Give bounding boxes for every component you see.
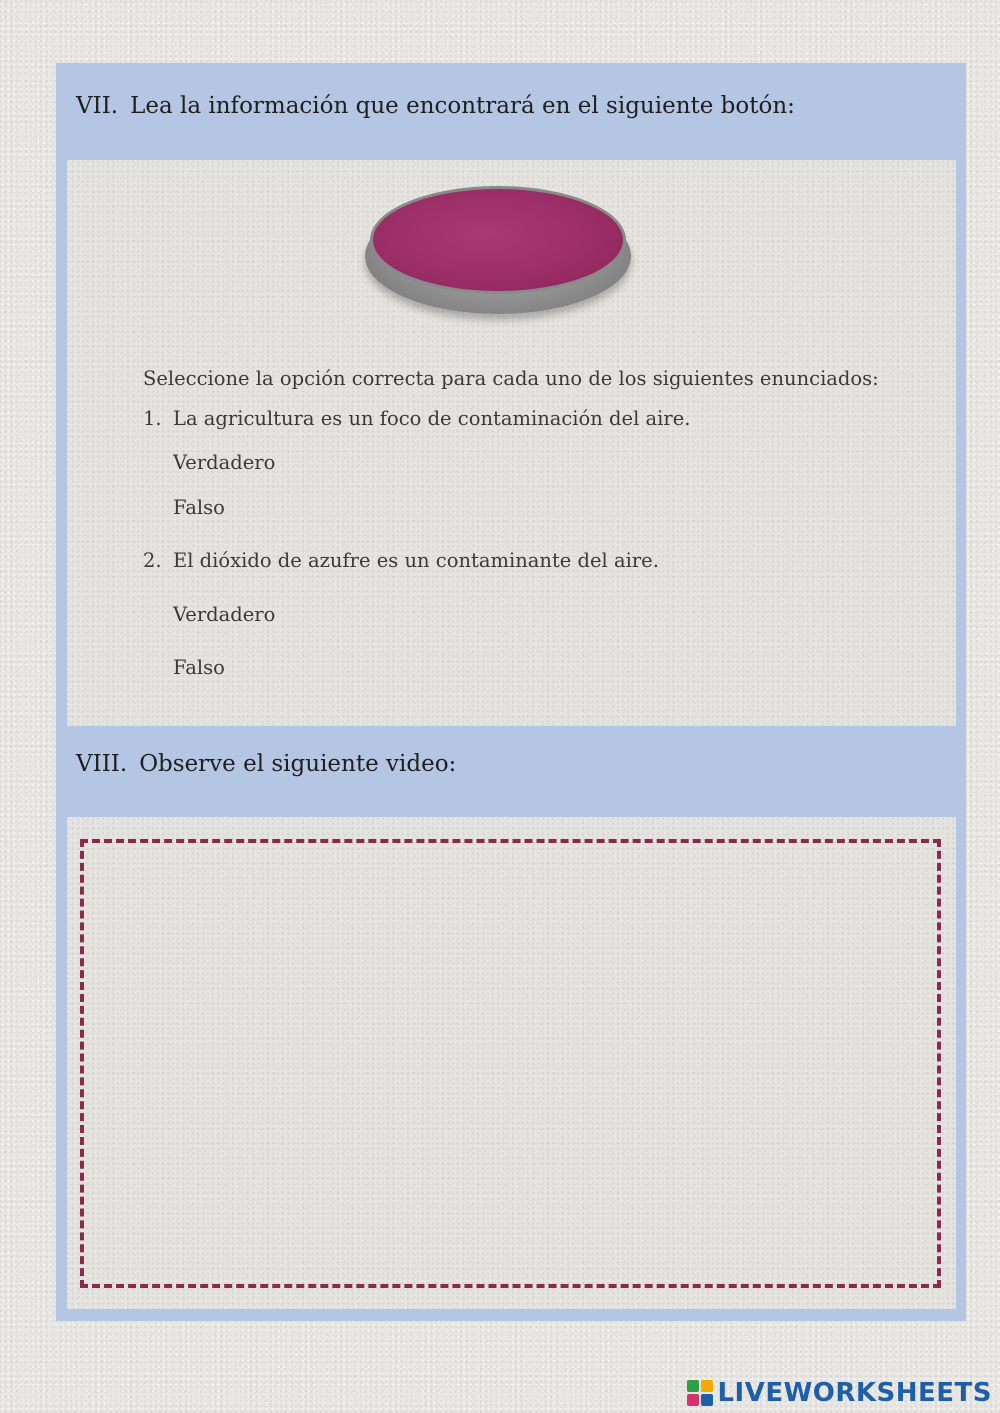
section-8-panel (67, 817, 956, 1309)
question-2 (143, 549, 659, 572)
question-2-text: El dióxido de azufre es un contaminante del aire. (173, 549, 659, 572)
section-7-panel (67, 160, 956, 726)
info-button-face (370, 186, 626, 294)
section-8-heading (76, 751, 456, 777)
liveworksheets-logo-text: LIVEWORKSHEETS (717, 1378, 992, 1408)
question-1-number: 1. (143, 407, 162, 430)
section-7-title: Lea la información que encontrará en el siguiente botón: (130, 93, 795, 119)
section-7-heading (76, 93, 795, 119)
question-2-option-false[interactable]: Falso (173, 656, 225, 679)
video-placeholder[interactable] (80, 839, 941, 1288)
section-8-number: VIII. (76, 751, 128, 777)
section-8-title: Observe el siguiente video: (139, 751, 457, 777)
question-1 (143, 407, 690, 430)
question-1-option-false[interactable]: Falso (173, 496, 225, 519)
question-1-text: La agricultura es un foco de contaminación del aire. (173, 407, 691, 430)
section-7-number: VII. (76, 93, 119, 119)
worksheet-frame (56, 63, 966, 1321)
info-button[interactable] (365, 186, 631, 316)
instruction-text: Seleccione la opción correcta para cada uno de los siguientes enunciados: (143, 367, 879, 390)
question-2-number: 2. (143, 549, 162, 572)
question-1-option-true[interactable]: Verdadero (173, 451, 276, 474)
question-2-option-true[interactable]: Verdadero (173, 603, 276, 626)
liveworksheets-logo-icon (687, 1380, 713, 1406)
liveworksheets-logo (687, 1378, 992, 1408)
